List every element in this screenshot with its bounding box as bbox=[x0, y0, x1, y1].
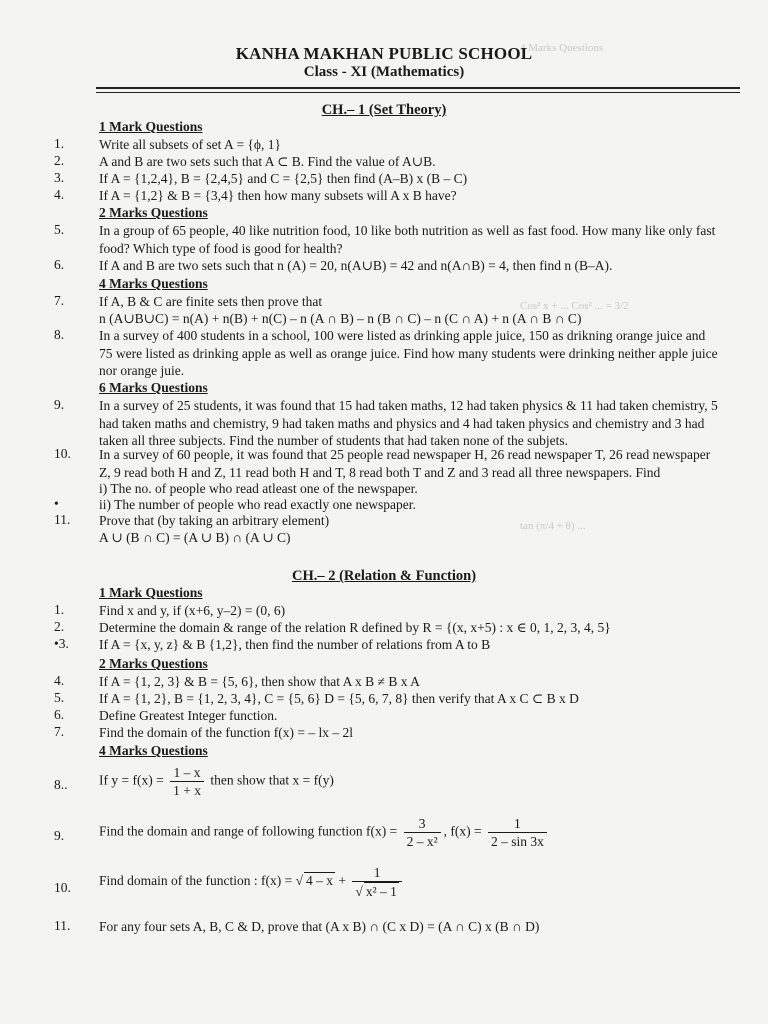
chapter-title: CH.– 1 (Set Theory) bbox=[321, 102, 447, 118]
question-number: 3. bbox=[54, 170, 65, 185]
question-number: 9. bbox=[54, 828, 65, 843]
header-rule bbox=[96, 92, 740, 93]
question-text: ii) The number of people who read exactly one newspaper. bbox=[99, 497, 416, 512]
question-number: 8.. bbox=[54, 777, 68, 792]
question-number: 4. bbox=[54, 187, 65, 202]
fraction-denominator: 2 – x² bbox=[406, 834, 438, 849]
section-heading: 4 Marks Questions bbox=[99, 276, 208, 291]
fraction bbox=[488, 815, 547, 850]
question-number: 9. bbox=[54, 397, 65, 412]
fraction bbox=[170, 764, 204, 799]
fraction-denominator: 2 – sin 3x bbox=[490, 834, 544, 849]
question-text: , f(x) = bbox=[443, 823, 482, 839]
question-text: Define Greatest Integer function. bbox=[99, 708, 278, 723]
question-text: If A and B are two sets such that n (A) = 20, n(A∪B) = 42 and n(A∩B) = 4, then find n (B–A). bbox=[99, 258, 613, 273]
question-text: If A = {1,2,4}, B = {2,4,5} and C = {2,5} then find (A–B) x (B – C) bbox=[99, 171, 468, 186]
question-text: then show that x = f(y) bbox=[210, 772, 334, 788]
question-text: In a survey of 25 students, it was found that 15 had taken maths, 12 had taken physics & 11 had taken chemistry, 5 had taken maths and chemistry, 9 had taken maths and physics and 4 had taken physics and chemistry and 3 had taken all three subjects. Find the number of students that had taken none of the subjets. bbox=[99, 398, 718, 448]
question-number: 2. bbox=[54, 619, 65, 634]
question-text: In a survey of 400 students in a school, 100 were listed as drinking apple juice, 150 as drikning orange juice and 75 were listed as drinking apple as well as orange juice. Find how many students were drinking neither apple juice nor orange juie. bbox=[99, 328, 718, 378]
question-number: 5. bbox=[54, 222, 65, 237]
section-heading: 2 Marks Questions bbox=[99, 205, 208, 220]
section-heading: 1 Mark Questions bbox=[99, 119, 203, 134]
question-text: + bbox=[335, 873, 347, 889]
question-number: 4. bbox=[54, 673, 65, 688]
question-text: Find the domain and range of following function f(x) = bbox=[99, 823, 398, 839]
question-line bbox=[99, 815, 550, 850]
question-number: •3. bbox=[54, 636, 69, 651]
question-text: For any four sets A, B, C & D, prove that (A x B) ∩ (C x D) = (A ∩ C) x (B ∩ D) bbox=[99, 919, 540, 934]
bleed-text: 4 Marks Questions bbox=[520, 42, 604, 54]
question-number: 6. bbox=[54, 257, 65, 272]
section-heading: 6 Marks Questions bbox=[99, 380, 208, 395]
section-heading: 1 Mark Questions bbox=[99, 585, 203, 600]
question-text: In a group of 65 people, 40 like nutrition food, 10 like both nutrition as well as fast food. How many like only fast food? Which type of food is good for health? bbox=[99, 223, 716, 256]
question-text: i) The no. of people who read atleast one of the newspaper. bbox=[99, 481, 418, 496]
question-number: 7. bbox=[54, 724, 65, 739]
question-number: 11. bbox=[54, 512, 71, 527]
question-text: In a survey of 60 people, it was found that 25 people read newspaper H, 26 read newspaper T, 26 read newspaper Z, 9 read both H and Z, 11 read both H and T, 8 read both T and Z and 3 read all three newspapers. Find bbox=[99, 447, 711, 480]
fraction-numerator: 1 bbox=[488, 815, 547, 833]
class-title: Class - XI (Mathematics) bbox=[303, 64, 465, 80]
question-text: If A, B & C are finite sets then prove that bbox=[99, 294, 323, 309]
question-number: 8. bbox=[54, 327, 65, 342]
fraction-numerator: 1 bbox=[352, 864, 401, 882]
chapter-title: CH.– 2 (Relation & Function) bbox=[291, 568, 477, 584]
question-line bbox=[99, 764, 334, 799]
question-text: If A = {1, 2}, B = {1, 2, 3, 4}, C = {5, 6} D = {5, 6, 7, 8} then verify that A x C ⊂ B x D bbox=[99, 691, 579, 706]
fraction-numerator: 1 – x bbox=[170, 764, 204, 782]
fraction-denominator: √ x² – 1 bbox=[355, 884, 397, 899]
section-heading: 4 Marks Questions bbox=[99, 743, 208, 758]
question-text: If A = {1, 2, 3} & B = {5, 6}, then show that A x B ≠ B x A bbox=[99, 674, 420, 689]
question-number: 11. bbox=[54, 918, 71, 933]
question-number: 10. bbox=[54, 880, 71, 895]
question-number: 7. bbox=[54, 293, 65, 308]
question-number: 5. bbox=[54, 690, 65, 705]
square-root: x² – 1 bbox=[365, 884, 397, 899]
fraction-numerator: 3 bbox=[404, 815, 441, 833]
question-text: If A = {1,2} & B = {3,4} then how many subsets will A x B have? bbox=[99, 188, 457, 203]
fraction-denominator: 1 + x bbox=[173, 783, 201, 798]
question-line: Find domain of the function : f(x) = √ 4 – x + $\frac{1}{\text{√ x² – 1}}$ bbox=[99, 864, 405, 900]
section-heading: 2 Marks Questions bbox=[99, 656, 208, 671]
question-text: Find x and y, if (x+6, y–2) = (0, 6) bbox=[99, 603, 286, 618]
question-number: 1. bbox=[54, 136, 65, 151]
question-number: • bbox=[54, 496, 59, 511]
square-root: 4 – x bbox=[306, 873, 334, 889]
question-number: 10. bbox=[54, 446, 71, 461]
question-text: Prove that (by taking an arbitrary element) bbox=[99, 513, 330, 528]
question-text: A ∪ (B ∩ C) = (A ∪ B) ∩ (A ∪ C) bbox=[99, 530, 291, 545]
header-rule bbox=[96, 87, 740, 89]
question-text: If y = f(x) = bbox=[99, 772, 164, 788]
bleed-text: Cos² x + ... Cos² ... = 3/2 bbox=[520, 300, 629, 312]
question-text: A and B are two sets such that A ⊂ B. Find the value of A∪B. bbox=[99, 154, 436, 169]
school-name: KANHA MAKHAN PUBLIC SCHOOL bbox=[235, 44, 533, 63]
question-text: Write all subsets of set A = {ϕ, 1} bbox=[99, 137, 281, 152]
question-number: 2. bbox=[54, 153, 65, 168]
question-text: n (A∪B∪C) = n(A) + n(B) + n(C) – n (A ∩ B) – n (B ∩ C) – n (C ∩ A) + n (A ∩ B ∩ C) bbox=[99, 311, 582, 326]
question-text: Determine the domain & range of the relation R defined by R = {(x, x+5) : x ∈ 0, 1, 2, 3, 4, 5} bbox=[99, 620, 611, 635]
bleed-text: tan (π/4 + θ) ... bbox=[520, 520, 586, 532]
question-text: If A = {x, y, z} & B {1,2}, then find the number of relations from A to B bbox=[99, 637, 491, 652]
question-text: Find the domain of the function f(x) = – lx – 2l bbox=[99, 725, 353, 740]
question-text: Find domain of the function : f(x) = bbox=[99, 873, 293, 889]
fraction bbox=[352, 864, 401, 900]
fraction bbox=[404, 815, 441, 850]
question-number: 1. bbox=[54, 602, 65, 617]
question-number: 6. bbox=[54, 707, 65, 722]
